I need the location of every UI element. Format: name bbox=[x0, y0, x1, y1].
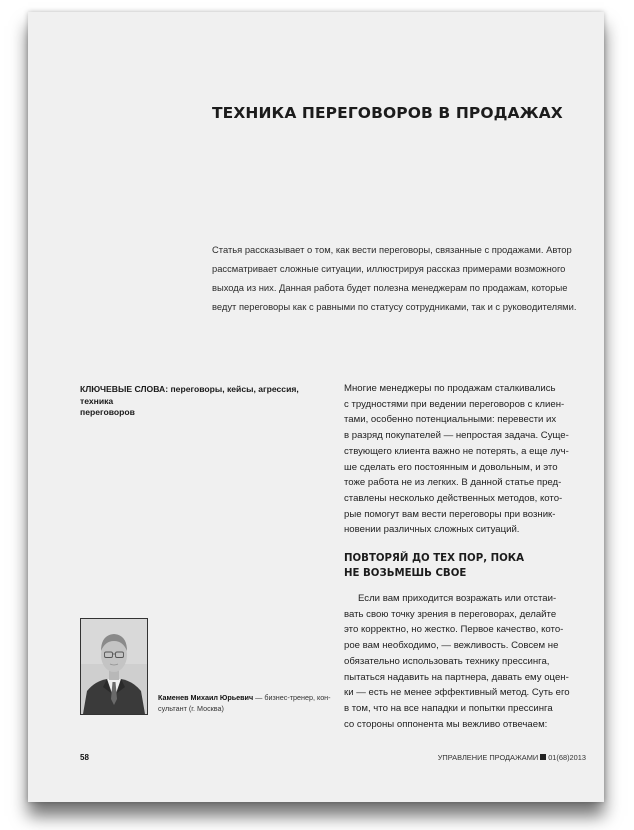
section-heading-line: ПОВТОРЯЙ ДО ТЕХ ПОР, ПОКА bbox=[344, 553, 525, 564]
abstract-line: рассматривает сложные ситуации, иллюстрируя рассказ примерами возможного bbox=[212, 263, 566, 274]
section-heading-line: НЕ ВОЗЬМЕШЬ СВОЕ bbox=[344, 568, 467, 579]
keywords-text: переговоры, кейсы, агрессия, техника bbox=[80, 384, 299, 406]
paragraph-line: тоже работа не из легких. В данной статье пред- bbox=[344, 477, 562, 489]
paragraph-line: новении различных сложных ситуаций. bbox=[344, 524, 520, 536]
paragraph-line: ствующего клиента важно не потерять, а еще луч- bbox=[344, 445, 569, 457]
abstract-line: выхода из них. Данная работа будет полезна менеджерам по продажам, которые bbox=[212, 282, 568, 293]
abstract-line: Статья рассказывает о том, как вести переговоры, связанные с продажами. Автор bbox=[212, 244, 572, 255]
keywords-block bbox=[80, 384, 330, 419]
paragraph-line: со стороны оппонента мы вежливо отвечаем: bbox=[344, 718, 548, 730]
page-number: 58 bbox=[80, 753, 89, 762]
article-abstract bbox=[212, 240, 587, 316]
author-portrait-image bbox=[81, 619, 147, 714]
paragraph-line: обязательно использовать технику прессинга, bbox=[344, 655, 550, 667]
author-role: — бизнес-тренер, кон- bbox=[253, 693, 331, 702]
keywords-label: КЛЮЧЕВЫЕ СЛОВА: bbox=[80, 384, 169, 394]
intro-paragraph bbox=[344, 381, 590, 538]
square-bullet-icon bbox=[540, 754, 546, 760]
paragraph-line: рые помогут вам вести переговоры при возник- bbox=[344, 508, 556, 520]
paragraph-line: в том, что на все нападки и попытки прессинга bbox=[344, 702, 553, 714]
paragraph-line: в разряд покупателей — непростая задача. Суще- bbox=[344, 430, 569, 442]
paragraph-line: ки — есть не менее эффективный метод. Суть его bbox=[344, 687, 570, 699]
paragraph-line: с трудностями при ведении переговоров с клиен- bbox=[344, 398, 565, 410]
paragraph-line: пытаться надавить на партнера, давать ему оцен- bbox=[344, 671, 569, 683]
article-title: ТЕХНИКА ПЕРЕГОВОРОВ В ПРОДАЖАХ bbox=[212, 104, 563, 122]
paragraph-line: Многие менеджеры по продажам сталкивались bbox=[344, 383, 556, 394]
journal-issue: 01(68)2013 bbox=[548, 753, 586, 762]
journal-name: УПРАВЛЕНИЕ ПРОДАЖАМИ bbox=[437, 753, 539, 762]
section-paragraph bbox=[344, 591, 590, 732]
magazine-page bbox=[28, 12, 604, 802]
section-heading bbox=[344, 551, 524, 581]
paragraph-line: рое вам необходимо, — вежливость. Совсем не bbox=[344, 640, 559, 652]
paragraph-line: ше сделать его постоянным и довольным, и это bbox=[344, 461, 558, 473]
paragraph-line: это корректно, но жестко. Первое качество, кото- bbox=[344, 624, 564, 636]
journal-footer bbox=[438, 753, 586, 762]
author-photo bbox=[80, 618, 148, 715]
paragraph-line: ставлены несколько действенных методов, кото- bbox=[344, 492, 563, 504]
paragraph-line: вать свою точку зрения в переговорах, делайте bbox=[344, 608, 557, 620]
author-name: Каменев Михаил Юрьевич bbox=[158, 693, 254, 702]
paragraph-line: Если вам приходится возражать или отстаи- bbox=[358, 593, 557, 604]
author-caption bbox=[158, 692, 331, 714]
paragraph-line: тами, особенно потенциальными: перевести их bbox=[344, 414, 557, 426]
author-role-continued: сультант (г. Москва) bbox=[158, 704, 224, 713]
abstract-line: ведут переговоры как с равными по статусу сотрудниками, так и с руководителями. bbox=[212, 301, 577, 312]
keywords-text-continued: переговоров bbox=[80, 407, 135, 417]
